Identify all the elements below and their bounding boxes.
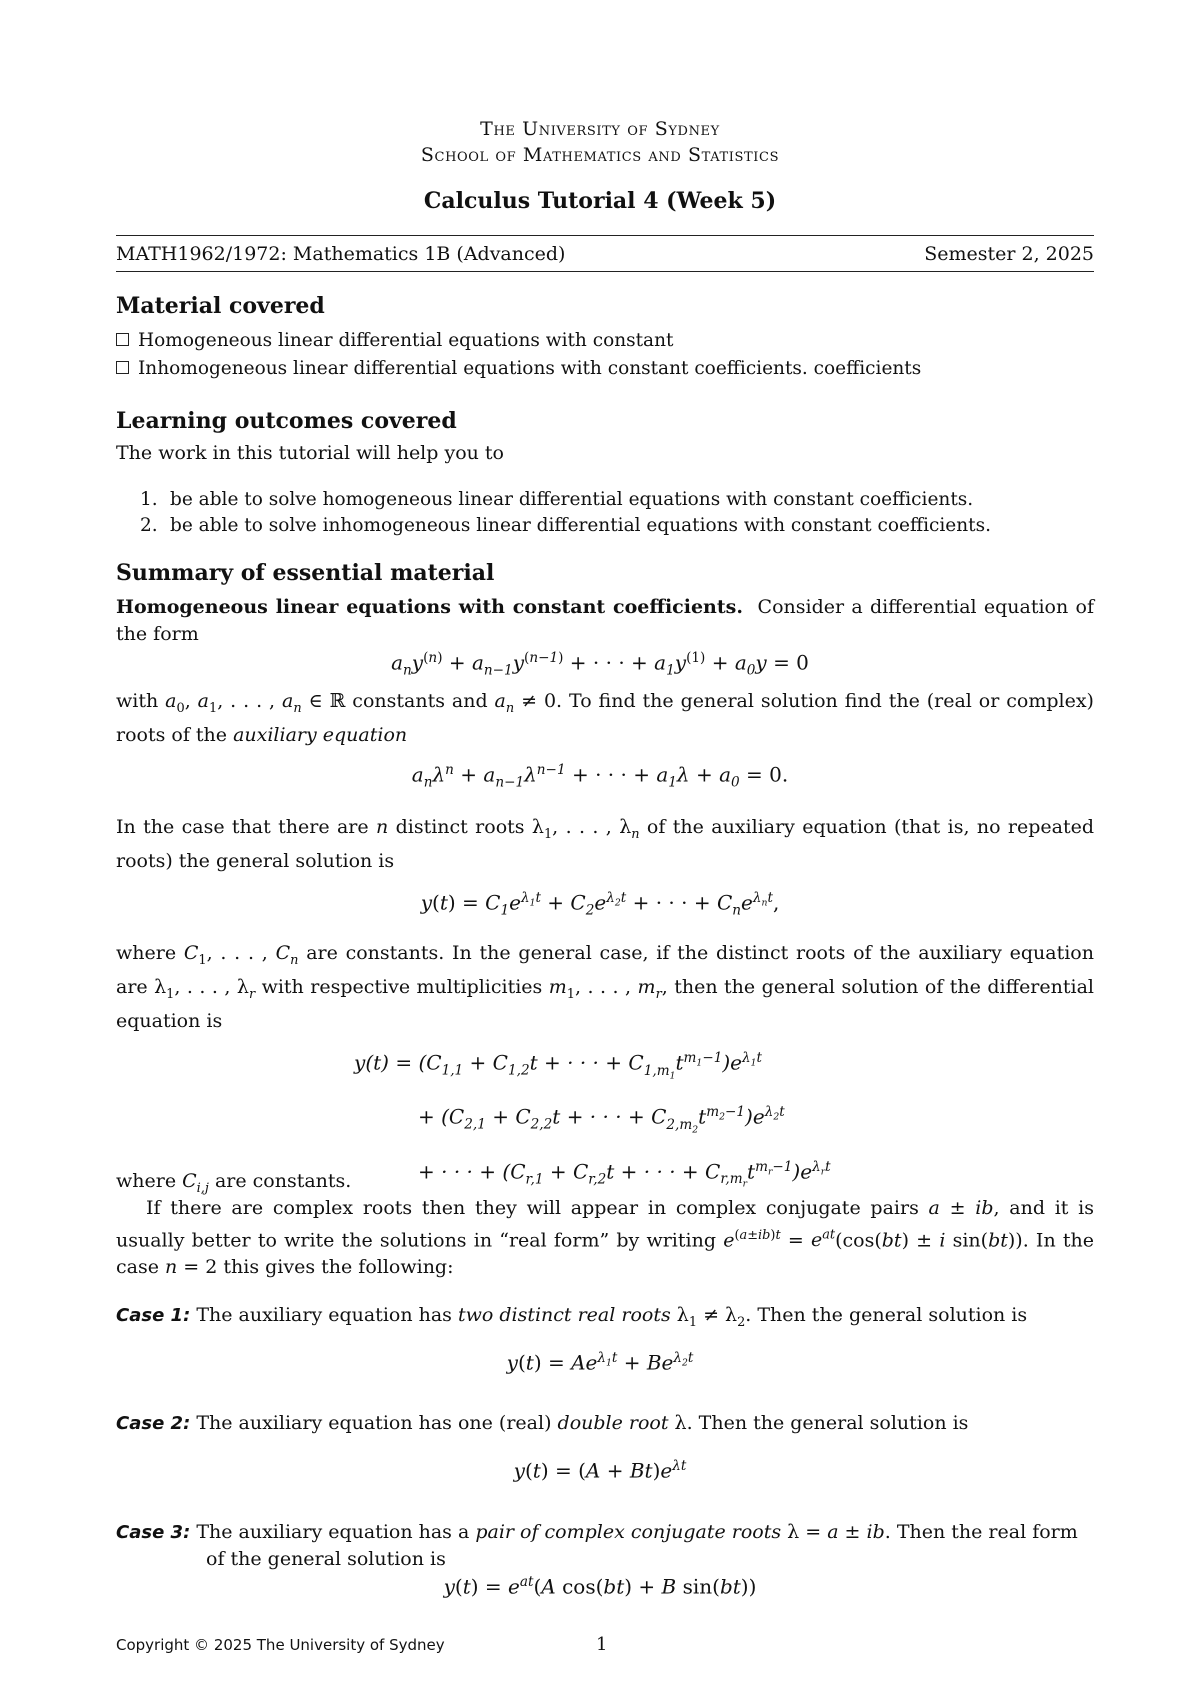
outcomes-intro: The work in this tutorial will help you to xyxy=(116,442,504,464)
case-1-label: Case 1: xyxy=(116,1305,191,1326)
checkbox-icon xyxy=(116,333,129,346)
ode-equation: $a_ny^{(n)} + a_{n-1}y^{(n-1)}$ + · · · + $a_1y^{(1)} + a_0y = 0$ xyxy=(391,650,809,679)
general-solution-equation: $y(t) = (C_{1,1} + C_{1,2}t$ + · · · + $C_{1,m_1}t^{m_1-1})e^{\lambda_1t}$ + ($C_{2,1} + C_{2,2}t$ + · · · + $C_{2,m_2}t^{m_2-1})e^{\lambda_2t}$ + · · · + ($C_{r,1} + C_{r,2}t$ + · · · + $C_{r,m_r}t^{m_r-1})e^{\lambda_rt}$ xyxy=(354,1050,831,1191)
outcomes-heading: Learning outcomes covered xyxy=(116,408,457,434)
case-3: Case 3: The auxiliary equation has a pair of complex conjugate roots λ = a ± ib. Then the real form of the general solution is xyxy=(116,1521,1078,1570)
course-line xyxy=(116,243,1094,265)
case-2-label: Case 2: xyxy=(116,1413,191,1434)
course-code: MATH1962/1972: Mathematics 1B (Advanced) xyxy=(116,243,566,265)
page-title: Calculus Tutorial 4 (Week 5) xyxy=(423,188,777,214)
page-number: 1 xyxy=(596,1634,608,1655)
case-3-label: Case 3: xyxy=(116,1522,191,1543)
header-rule-bottom xyxy=(116,271,1094,272)
outcome-item: 1. be able to solve homogeneous linear differential equations with constant coefficients. xyxy=(140,489,974,510)
constants-line: where $C_{i,j}$ are constants. xyxy=(116,1170,352,1196)
summary-heading: Summary of essential material xyxy=(116,560,495,586)
auxiliary-equation: $a_n\lambda^n + a_{n-1}\lambda^{n-1}$ + · · · + $a_1\lambda + a_0 = 0$. xyxy=(411,762,789,791)
summary-lead-bold: Homogeneous linear equations with constant coefficients. xyxy=(116,596,743,618)
school-name: School of Mathematics and Statistics xyxy=(420,144,780,166)
semester-label: Semester 2, 2025 xyxy=(924,243,1094,265)
auxiliary-paragraph: with $a_0$, $a_1$, . . . , $a_n$ ∈ ℝ constants and $a_n \ne 0$. To find the general solution find the (real or complex) roots of the auxiliary equation xyxy=(116,690,1094,746)
general-case-paragraph: where $C_1$, . . . , $C_n$ are constants. In the general case, if the distinct roots of the auxiliary equation are $\lambda_1$, . . . , $\lambda_r$ with respective multiplicities $m_1$, . . . , $m_r$, then the general solution of the differential equation is xyxy=(116,942,1094,1032)
checkbox-icon xyxy=(116,361,129,374)
distinct-solution-equation: $y(t) = C_1e^{\lambda_1t} + C_2e^{\lambda_2t}$ + · · · + $C_ne^{\lambda_nt}$, xyxy=(420,890,780,919)
case-1-equation: $y(t) = Ae^{\lambda_1t} + Be^{\lambda_2t}$ xyxy=(506,1350,694,1375)
case-2-equation: $y(t) = (A + Bt)e^{\lambda t}$ xyxy=(513,1458,687,1483)
summary-intro: Homogeneous linear equations with constant coefficients. Consider a differential equation of the form xyxy=(116,596,1094,645)
complex-roots-paragraph: If there are complex roots then they will appear in complex conjugate pairs a ± ib, and it is usually better to write the solutions in “real form” by writing $e^{(a\pm ib)t} = e^{at}(\cos(bt) \pm i$ sin(bt)). In the case n = 2 this gives the following: xyxy=(116,1197,1094,1279)
copyright-footer: Copyright © 2025 The University of Sydney xyxy=(116,1636,445,1654)
material-heading: Material covered xyxy=(116,293,325,319)
material-item: Homogeneous linear differential equations with constant xyxy=(116,330,673,351)
outcome-item: 2. be able to solve inhomogeneous linear differential equations with constant coefficients. xyxy=(140,515,991,536)
distinct-roots-paragraph: In the case that there are n distinct roots $\lambda_1$, . . . , $\lambda_n$ of the auxiliary equation (that is, no repeated roots) the general solution is xyxy=(116,816,1095,872)
header-rule-top xyxy=(116,235,1094,236)
case-1: Case 1: The auxiliary equation has two distinct real roots $\lambda_1 \ne \lambda_2$. Then the general solution is xyxy=(116,1304,1028,1330)
university-name: The University of Sydney xyxy=(480,118,720,140)
case-2: Case 2: The auxiliary equation has one (real) double root λ. Then the general solution is xyxy=(116,1412,969,1434)
case-3-equation: $y(t) = e^{at}(A$ cos(bt) + B sin(bt)) xyxy=(443,1574,757,1599)
material-item: Inhomogeneous linear differential equations with constant coefficients. coefficients xyxy=(116,358,921,379)
